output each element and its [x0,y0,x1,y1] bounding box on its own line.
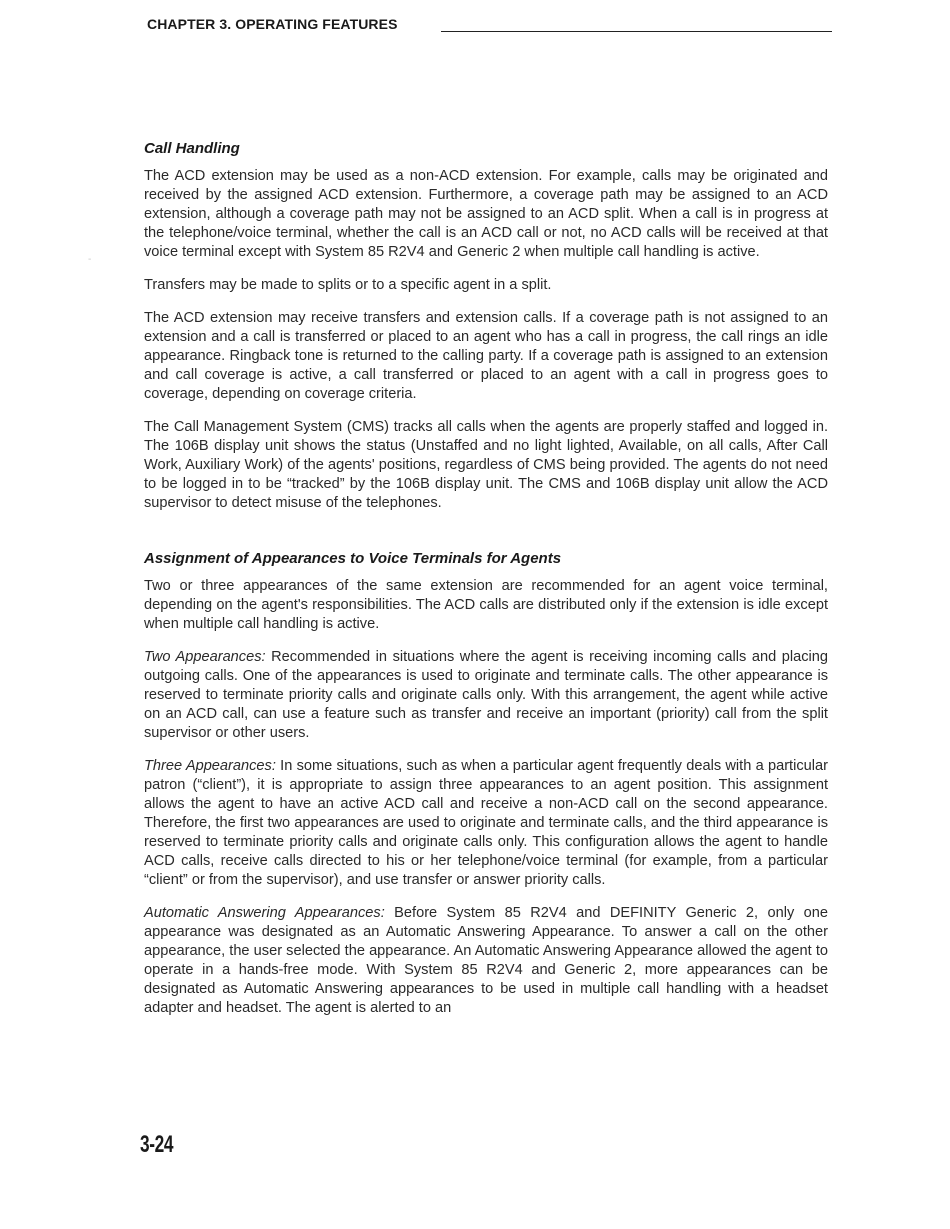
paragraph-two-appearances [144,648,828,743]
header-rule [441,31,832,32]
paragraph-three-appearances [144,757,828,890]
term-automatic-answering: Automatic Answering Appearances: [144,905,385,921]
paragraph: The ACD extension may be used as a non-ACD extension. For example, calls may be originated and received by the assigned ACD extension. Furthermore, a coverage path may be assigned to an ACD extension, although a coverage path may not be assigned to an ACD split. When a call is in progress at the telephone/voice terminal, whether the call is an ACD call or not, no ACD calls will be received at that voice terminal except with System 85 R2V4 and Generic 2 when multiple call handling is active. [144,168,828,260]
paragraph: The ACD extension may receive transfers and extension calls. If a coverage path is not assigned to an extension and a call is transferred or placed to an agent who has a call in progress, the call rings an idle appearance. Ringback tone is returned to the calling party. If a coverage path is assigned to an extension and call coverage is active, a call transferred or placed to an agent with a call in progress goes to coverage, depending on coverage criteria. [144,310,828,402]
running-header [147,15,832,37]
two-appearances-text: Recommended in situations where the agent is receiving incoming calls and placing outgoing calls. One of the appearances is used to originate and terminate calls. The other appearance is reserved to terminate priority calls and originate calls only. With this arrangement, the agent while active on an ACD call, can use a feature such as transfer and receive an important (priority) call from the split supervisor or other users. [144,649,829,741]
three-appearances-text: In some situations, such as when a particular agent frequently deals with a particular patron (“client”), it is appropriate to assign three appearances to an agent position. This assignment allows the agent to have an active ACD call and receive a non-ACD call on the second appearance. Therefore, the first two appearances are used to originate and terminate calls, and the third appearance is reserved to terminate priority calls and originate calls only. This configuration allows the agent to handle ACD calls, receive calls directed to his or her telephone/voice terminal (for example, from a particular “client” or from the supervisor), and use transfer or answer priority calls. [144,758,828,888]
heading-assignment: Assignment of Appearances to Voice Terminals for Agents [144,550,562,567]
term-two-appearances: Two Appearances: [144,649,266,665]
term-three-appearances: Three Appearances: [144,758,276,774]
scan-mark: - [88,254,92,265]
paragraph: Two or three appearances of the same extension are recommended for an agent voice terminal, depending on the agent's responsibilities. The ACD calls are distributed only if the extension is idle except when multiple call handling is active. [144,578,828,632]
automatic-answering-text: Before System 85 R2V4 and DEFINITY Generic 2, only one appearance was designated as an Automatic Answering Appearance. To answer a call on the other appearance, the user selected the appearance. An Automatic Answering Appearance allowed the agent to operate in a hands-free mode. With System 85 R2V4 and Generic 2, more appearances can be designated as Automatic Answering appearances to be used in multiple call handling with a headset adapter and headset. The agent is alerted to an [144,905,828,1016]
paragraph: Transfers may be made to splits or to a specific agent in a split. [144,277,552,293]
paragraph-automatic-answering [144,904,828,1018]
page-body [144,139,828,1032]
chapter-title: CHAPTER 3. OPERATING FEATURES [147,16,398,32]
paragraph: The Call Management System (CMS) tracks all calls when the agents are properly staffed and logged in. The 106B display unit shows the status (Unstaffed and no light lighted, Available, on all calls, After Call Work, Auxiliary Work) of the agents' positions, regardless of CMS being provided. The agents do not need to be logged in to be “tracked” by the 106B display unit. The CMS and 106B display unit allow the ACD supervisor to detect misuse of the telephones. [144,419,828,511]
page-number: 3-24 [140,1131,174,1158]
heading-call-handling: Call Handling [144,140,240,157]
